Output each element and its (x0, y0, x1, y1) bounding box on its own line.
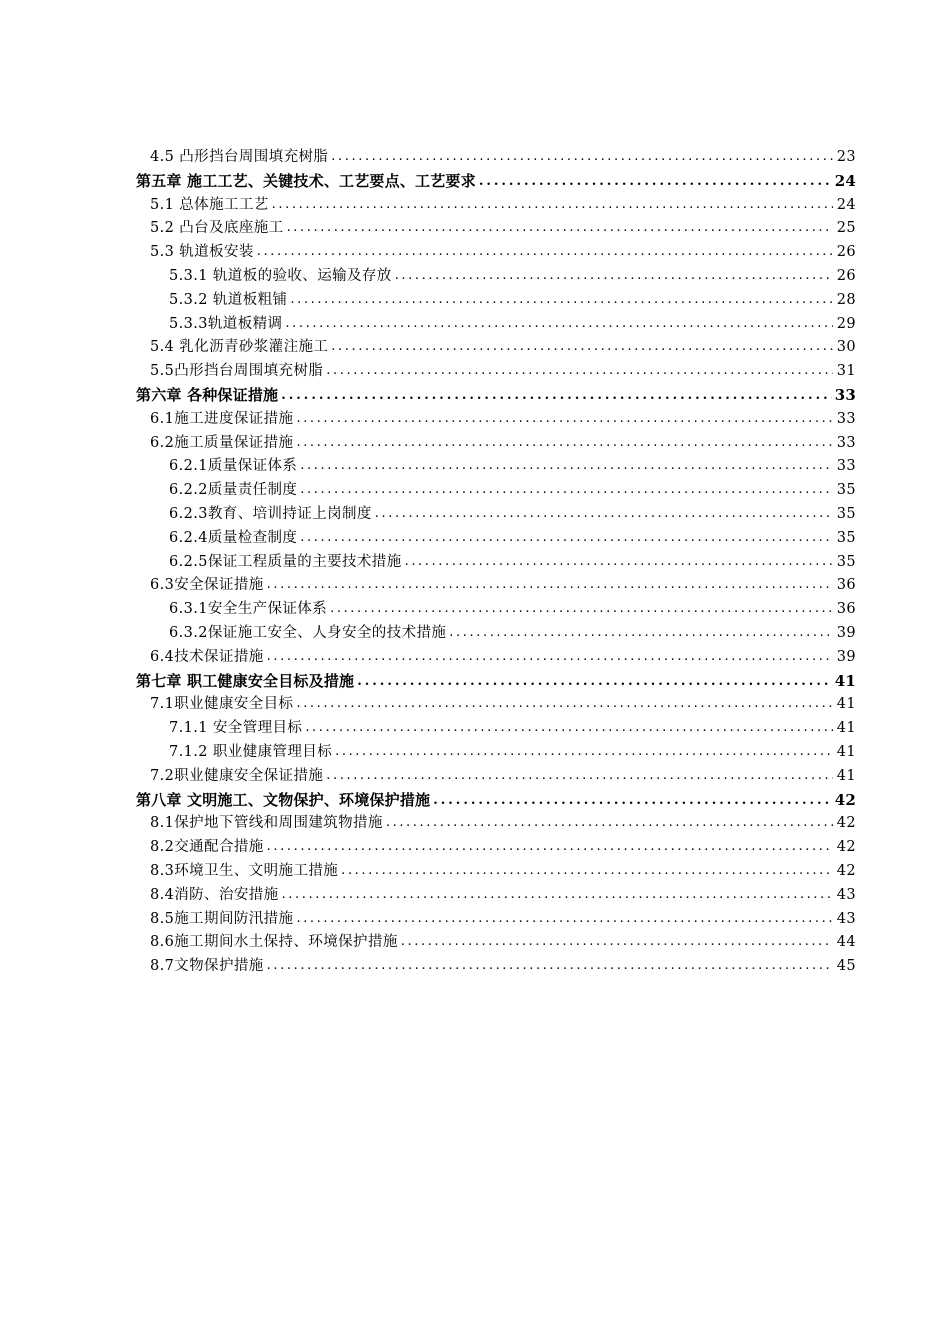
toc-entry[interactable] (136, 146, 856, 170)
toc-page-number: 33 (836, 458, 856, 475)
toc-dot-leader (281, 384, 831, 408)
toc-entry-title: 5.2 凸台及底座施工 (150, 220, 284, 237)
toc-entry[interactable] (136, 336, 856, 360)
toc-entry-title: 6.3.1安全生产保证体系 (169, 601, 328, 618)
toc-dot-leader (296, 431, 833, 455)
toc-entry-title: 第五章 施工工艺、关键技术、工艺要点、工艺要求 (136, 171, 476, 190)
toc-dot-leader (267, 835, 833, 859)
toc-entry[interactable] (136, 455, 856, 479)
toc-entry-title: 6.2施工质量保证措施 (150, 434, 294, 451)
toc-dot-leader (449, 621, 833, 645)
toc-entry[interactable] (136, 265, 856, 289)
toc-dot-leader (335, 740, 833, 764)
toc-entry-title: 5.3.2 轨道板粗铺 (169, 291, 288, 308)
toc-entry-title: 7.2职业健康安全保证措施 (150, 767, 324, 784)
toc-page-number: 41 (836, 743, 856, 760)
toc-page-number: 43 (836, 910, 856, 927)
toc-dot-leader (300, 526, 833, 550)
toc-dot-leader (395, 264, 833, 288)
toc-entry[interactable] (136, 860, 856, 884)
toc-dot-leader (405, 550, 833, 574)
toc-entry[interactable] (136, 408, 856, 432)
toc-page-number: 35 (836, 529, 856, 546)
toc-page-number: 41 (836, 767, 856, 784)
toc-entry-title: 5.3 轨道板安装 (150, 244, 254, 261)
toc-entry[interactable] (136, 622, 856, 646)
toc-page-number: 35 (836, 505, 856, 522)
toc-entry-title: 8.6施工期间水土保持、环境保护措施 (150, 934, 398, 951)
toc-entry-title: 8.2交通配合措施 (150, 839, 264, 856)
toc-entry[interactable] (136, 598, 856, 622)
toc-dot-leader (272, 193, 833, 217)
toc-entry[interactable] (136, 646, 856, 670)
toc-dot-leader (267, 573, 833, 597)
toc-page-number: 29 (836, 315, 856, 332)
toc-page-number: 41 (834, 671, 856, 690)
toc-dot-leader (296, 692, 833, 716)
toc-dot-leader (330, 597, 833, 621)
toc-entry-title: 6.3安全保证措施 (150, 577, 264, 594)
toc-entry-title: 8.5施工期间防汛措施 (150, 910, 294, 927)
toc-page-number: 28 (836, 291, 856, 308)
toc-page-number: 43 (836, 886, 856, 903)
toc-chapter-entry[interactable] (136, 789, 856, 813)
toc-page-number: 30 (836, 339, 856, 356)
toc-entry-title: 5.3.3轨道板精调 (169, 315, 283, 332)
toc-page-number: 26 (836, 267, 856, 284)
toc-entry[interactable] (136, 741, 856, 765)
toc-page-number: 33 (836, 410, 856, 427)
toc-page-number: 23 (836, 149, 856, 165)
toc-entry[interactable] (136, 289, 856, 313)
toc-page-number: 42 (836, 862, 856, 879)
toc-entry-title: 4.5 凸形挡台周围填充树脂 (150, 149, 329, 165)
toc-chapter-entry[interactable] (136, 170, 856, 194)
toc-entry-title: 8.1保护地下管线和周围建筑物措施 (150, 815, 383, 832)
toc-page-number: 39 (836, 624, 856, 641)
toc-entry[interactable] (136, 432, 856, 456)
toc-page-number: 42 (836, 839, 856, 856)
toc-page-number: 26 (836, 244, 856, 261)
toc-entry[interactable] (136, 241, 856, 265)
toc-entry[interactable] (136, 955, 856, 979)
table-of-contents (136, 146, 856, 979)
toc-entry[interactable] (136, 884, 856, 908)
toc-page-number: 36 (836, 577, 856, 594)
toc-page-number: 25 (836, 220, 856, 237)
toc-entry-title: 6.2.5保证工程质量的主要技术措施 (169, 553, 402, 570)
toc-entry[interactable] (136, 551, 856, 575)
toc-dot-leader (296, 407, 833, 431)
toc-chapter-entry[interactable] (136, 670, 856, 694)
toc-entry[interactable] (136, 836, 856, 860)
toc-entry[interactable] (136, 194, 856, 218)
toc-page-number: 24 (834, 171, 856, 190)
toc-dot-leader (290, 288, 833, 312)
toc-page-number: 45 (836, 958, 856, 975)
toc-dot-leader (341, 859, 833, 883)
toc-page-number: 41 (836, 720, 856, 737)
toc-entry[interactable] (136, 574, 856, 598)
toc-entry-title: 5.1 总体施工工艺 (150, 196, 269, 213)
toc-page-number: 35 (836, 482, 856, 499)
toc-entry-title: 6.3.2保证施工安全、人身安全的技术措施 (169, 624, 447, 641)
toc-entry-title: 6.1施工进度保证措施 (150, 410, 294, 427)
toc-dot-leader (479, 170, 832, 194)
toc-dot-leader (433, 789, 831, 813)
toc-entry[interactable] (136, 908, 856, 932)
toc-entry-title: 6.2.2质量责任制度 (169, 482, 298, 499)
toc-entry-title: 7.1职业健康安全目标 (150, 696, 294, 713)
toc-entry[interactable] (136, 503, 856, 527)
toc-page-number: 44 (836, 934, 856, 951)
toc-entry-title: 第六章 各种保证措施 (136, 385, 279, 404)
toc-dot-leader (282, 883, 833, 907)
toc-dot-leader (300, 478, 833, 502)
toc-entry-title: 6.2.1质量保证体系 (169, 458, 298, 475)
toc-dot-leader (357, 670, 831, 694)
toc-dot-leader (267, 954, 833, 978)
toc-dot-leader (296, 907, 833, 931)
toc-dot-leader (401, 930, 833, 954)
toc-page-number: 31 (836, 363, 856, 380)
toc-page-number: 33 (836, 434, 856, 451)
toc-dot-leader (326, 359, 833, 383)
toc-entry[interactable] (136, 479, 856, 503)
toc-entry-title: 8.3环境卫生、文明施工措施 (150, 862, 339, 879)
toc-entry-title: 7.1.2 职业健康管理目标 (169, 743, 333, 760)
toc-dot-leader (331, 145, 833, 169)
toc-dot-leader (257, 240, 833, 264)
toc-page-number: 24 (836, 196, 856, 213)
toc-page-number: 33 (834, 385, 856, 404)
toc-page-number: 39 (836, 648, 856, 665)
toc-entry-title: 第八章 文明施工、文物保护、环境保护措施 (136, 790, 431, 809)
toc-entry[interactable] (136, 693, 856, 717)
toc-page-number: 36 (836, 601, 856, 618)
toc-entry-title: 7.1.1 安全管理目标 (169, 720, 303, 737)
toc-dot-leader (331, 335, 833, 359)
toc-dot-leader (300, 454, 833, 478)
toc-dot-leader (287, 216, 833, 240)
toc-page-number: 41 (836, 696, 856, 713)
toc-entry-title: 6.2.4质量检查制度 (169, 529, 298, 546)
toc-dot-leader (305, 716, 833, 740)
toc-dot-leader (285, 312, 833, 336)
toc-dot-leader (267, 645, 833, 669)
toc-dot-leader (326, 764, 833, 788)
toc-page-number: 42 (834, 790, 856, 809)
toc-page-number: 35 (836, 553, 856, 570)
toc-entry-title: 6.4技术保证措施 (150, 648, 264, 665)
toc-entry-title: 5.4 乳化沥青砂浆灌注施工 (150, 339, 329, 356)
toc-entry[interactable] (136, 527, 856, 551)
toc-entry[interactable] (136, 765, 856, 789)
toc-entry[interactable] (136, 812, 856, 836)
toc-entry[interactable] (136, 717, 856, 741)
toc-entry-title: 5.5凸形挡台周围填充树脂 (150, 363, 324, 380)
toc-entry[interactable] (136, 313, 856, 337)
toc-entry[interactable] (136, 217, 856, 241)
toc-dot-leader (375, 502, 833, 526)
toc-page-number: 42 (836, 815, 856, 832)
toc-entry-title: 第七章 职工健康安全目标及措施 (136, 671, 355, 690)
toc-entry-title: 8.4消防、治安措施 (150, 886, 279, 903)
toc-entry[interactable] (136, 931, 856, 955)
toc-entry-title: 5.3.1 轨道板的验收、运输及存放 (169, 267, 392, 284)
toc-entry-title: 8.7文物保护措施 (150, 958, 264, 975)
toc-chapter-entry[interactable] (136, 384, 856, 408)
toc-dot-leader (386, 811, 833, 835)
toc-entry[interactable] (136, 360, 856, 384)
toc-entry-title: 6.2.3教育、培训持证上岗制度 (169, 505, 372, 522)
